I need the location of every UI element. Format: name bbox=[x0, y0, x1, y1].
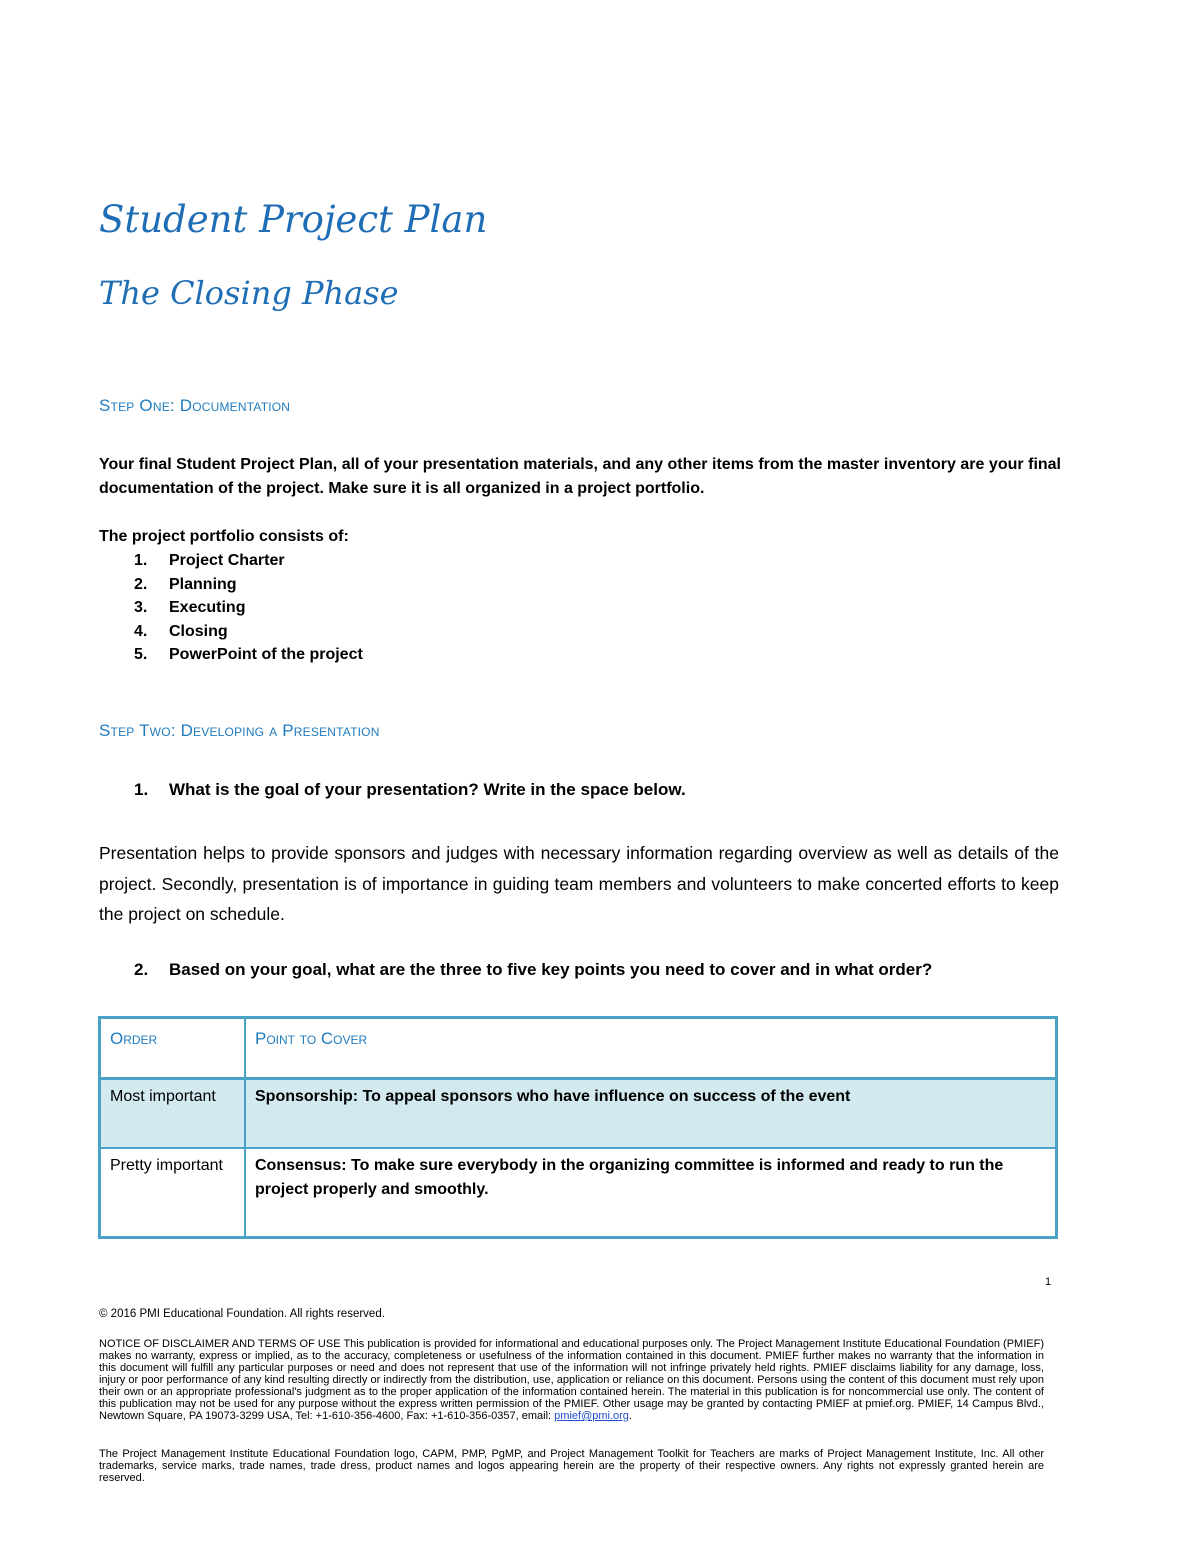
list-number: 4. bbox=[134, 622, 148, 640]
question-text: Based on your goal, what are the three to five key points you need to cover and in what order? bbox=[169, 960, 933, 979]
list-label: Closing bbox=[169, 622, 228, 640]
step-one-heading: Step One: Documentation bbox=[99, 396, 291, 415]
cell-point: Consensus: To make sure everybody in the organizing committee is informed and ready to run the project properly and smoothly. bbox=[245, 1148, 1057, 1238]
list-label: Executing bbox=[169, 599, 246, 617]
list-item bbox=[99, 596, 363, 620]
copyright-line: © 2016 PMI Educational Foundation. All rights reserved. bbox=[99, 1308, 385, 1320]
list-item bbox=[99, 573, 363, 597]
table-row bbox=[100, 1148, 1057, 1238]
header-point: Point to Cover bbox=[245, 1018, 1057, 1079]
portfolio-intro: The project portfolio consists of: bbox=[99, 528, 349, 545]
question-text: What is the goal of your presentation? Write in the space below. bbox=[169, 780, 686, 799]
page-title: Student Project Plan bbox=[99, 198, 488, 241]
list-number: 1. bbox=[134, 552, 148, 569]
list-item bbox=[99, 549, 363, 573]
question-two bbox=[134, 960, 932, 980]
answer-text: Presentation helps to provide sponsors and judges with necessary information regarding overview as well as details of the project. Secondly, presentation is of importance in guiding team members and volunteers to make concerted efforts to keep the project on schedule. bbox=[99, 843, 1059, 924]
disclaimer-notice bbox=[99, 1338, 1044, 1422]
list-label: Planning bbox=[169, 575, 237, 593]
question-number: 1. bbox=[134, 780, 149, 799]
question-one bbox=[134, 780, 686, 800]
notice-end: . bbox=[628, 1410, 632, 1422]
list-item bbox=[99, 643, 363, 667]
table-row bbox=[100, 1079, 1057, 1149]
cell-point: Sponsorship: To appeal sponsors who have influence on success of the event bbox=[245, 1079, 1057, 1149]
portfolio-list bbox=[99, 549, 363, 667]
notice-text: NOTICE OF DISCLAIMER AND TERMS OF USE This publication is provided for informational and educational purposes only. The Project Management Institute Educational Foundation (PMIEF) makes no warranty, express or implied, as to the accuracy, completeness or usefulness of the information contained in this document. PMIEF further makes no warranty that the information in this document will fulfill any particular purposes or need and does not represent that use of the information will not infringe privately held rights. PMIEF disclaims liability for any damage, loss, injury or poor performance of any kind resulting directly or indirectly from the distribution, use, application or reliance on this document. Persons using the content of this document must rely upon their own or an appropriate professional's judgment as to the proper application of the information contained herein. The material in this publication is for noncommercial use only. The content of this publication may not be used for any purpose without the express written permission of the PMIEF. Other usage may be granted by contacting PMIEF at pmief.org. PMIEF, 14 Campus Blvd., Newtown Square, PA 19073-3299 USA, Tel: +1-610-356-4600, Fax: +1-610-356-0357, email: bbox=[99, 1338, 1044, 1422]
page-number: 1 bbox=[1045, 1276, 1052, 1288]
list-label: PowerPoint of the project bbox=[169, 646, 363, 664]
list-item bbox=[99, 620, 363, 644]
list-number: 3. bbox=[134, 599, 148, 617]
email-link[interactable]: pmief@pmi.org bbox=[554, 1410, 629, 1422]
header-order: Order bbox=[100, 1018, 246, 1079]
page-subtitle: The Closing Phase bbox=[99, 274, 399, 312]
step-one-paragraph: Your final Student Project Plan, all of your presentation materials, and any other items from the master inventory are your final documentation of the project. Make sure it is all organized in a project portfolio. bbox=[99, 456, 1061, 497]
list-label: Project Charter bbox=[169, 552, 285, 569]
question-number: 2. bbox=[134, 960, 149, 979]
key-points-table bbox=[98, 1016, 1058, 1239]
cell-order: Pretty important bbox=[100, 1148, 246, 1238]
step-two-heading: Step Two: Developing a Presentation bbox=[99, 721, 380, 740]
table-header-row bbox=[100, 1018, 1057, 1079]
trademark-notice: The Project Management Institute Educational Foundation logo, CAPM, PMP, PgMP, and Project Management Toolkit for Teachers are marks of Project Management Institute, Inc. All other trademarks, service marks, trade names, trade dress, product names and logos appearing herein are the property of their respective owners. Any rights not expressly granted herein are reserved. bbox=[99, 1448, 1044, 1484]
list-number: 2. bbox=[134, 575, 148, 593]
cell-order: Most important bbox=[100, 1079, 246, 1149]
list-number: 5. bbox=[134, 646, 148, 664]
